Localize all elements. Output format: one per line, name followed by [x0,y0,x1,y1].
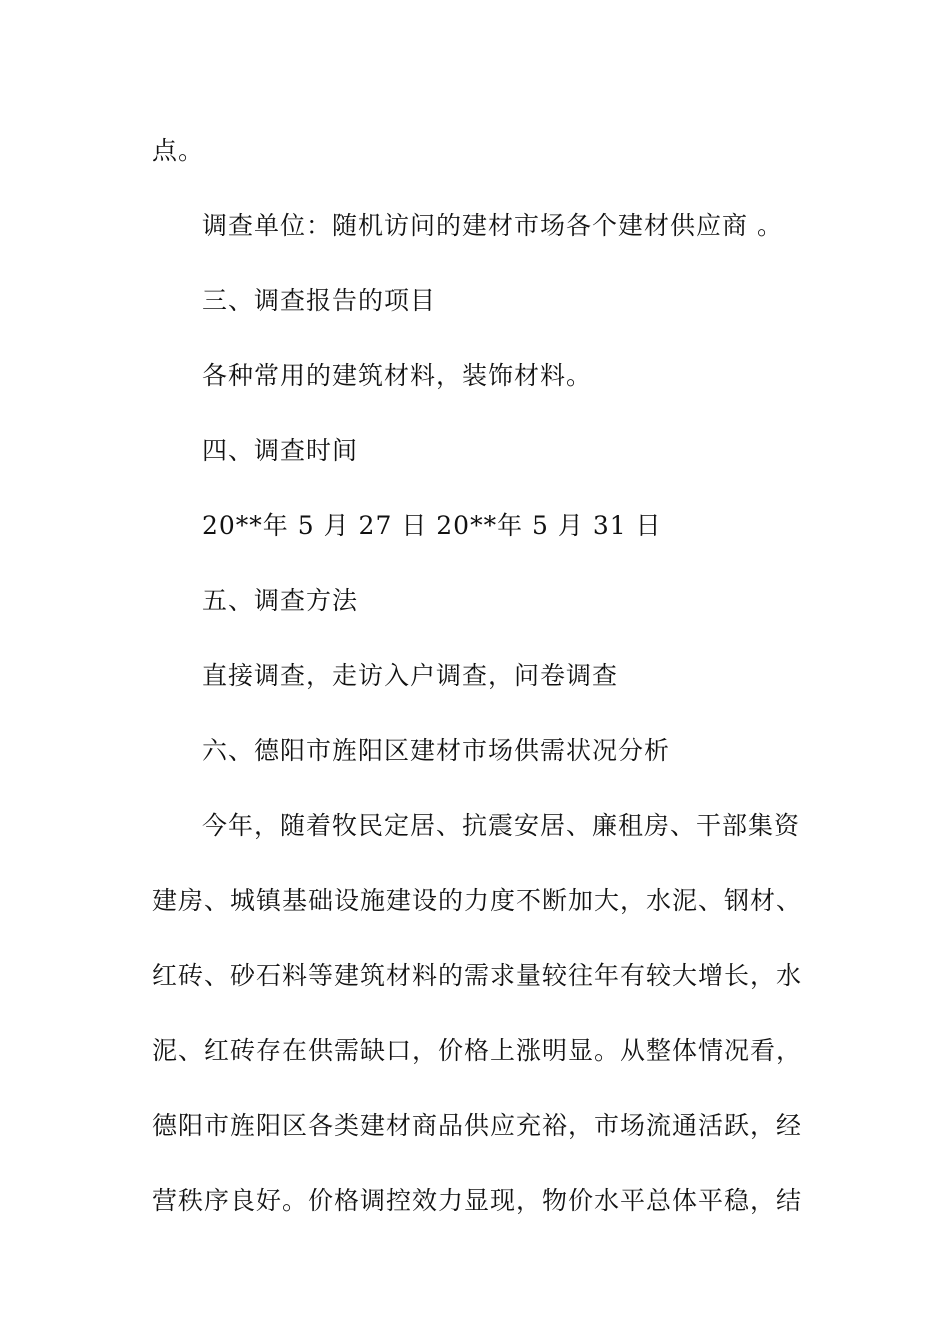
paragraph-line-5: 德阳市旌阳区各类建材商品供应充裕，市场流通活跃，经 [152,1111,803,1140]
section-heading-3: 三、调查报告的项目 [202,286,437,315]
paragraph-line-3: 红砖、砂石料等建筑材料的需求量较往年有较大增长，水 [152,961,803,990]
paragraph-line-4: 泥、红砖存在供需缺口，价格上涨明显。从整体情况看， [152,1036,803,1065]
section-heading-5: 五、调查方法 [202,586,359,615]
text-line-survey-dates: 20**年 5 月 27 日 20**年 5 月 31 日 [202,511,662,540]
text-line-survey-unit: 调查单位：随机访问的建材市场各个建材供应商 。 [202,211,783,240]
paragraph-line-1: 今年，随着牧民定居、抗震安居、廉租房、干部集资 [202,811,801,840]
text-line-survey-method: 直接调查，走访入户调查，问卷调查 [202,661,619,690]
text-line-materials: 各种常用的建筑材料，装饰材料。 [202,361,593,390]
paragraph-line-2: 建房、城镇基础设施建设的力度不断加大，水泥、钢材、 [152,886,803,915]
section-heading-6: 六、德阳市旌阳区建材市场供需状况分析 [202,736,671,765]
text-line-continuation: 点。 [152,136,205,165]
section-heading-4: 四、调查时间 [202,436,359,465]
paragraph-line-6: 营秩序良好。价格调控效力显现，物价水平总体平稳，结 [152,1186,803,1215]
